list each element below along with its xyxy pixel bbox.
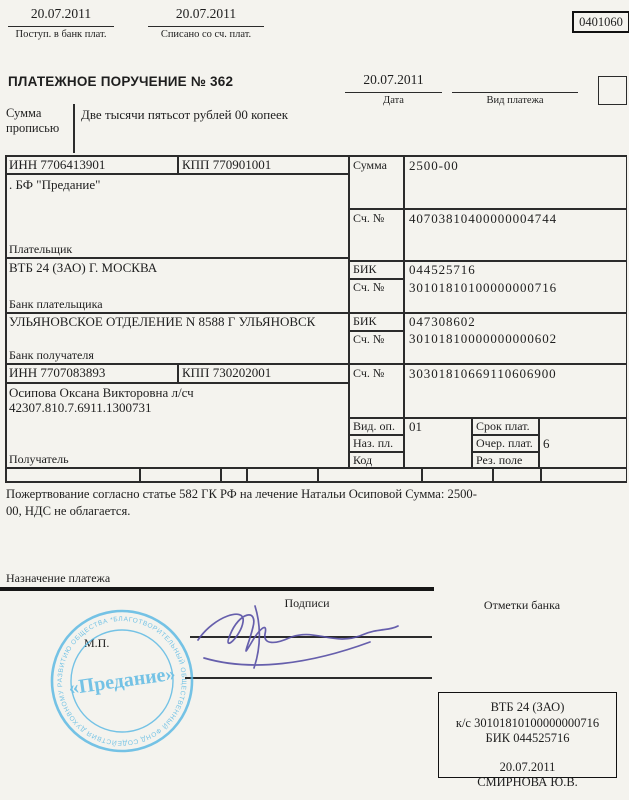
tax-field-divider	[246, 469, 248, 481]
seal-place-label: М.П.	[84, 636, 110, 650]
payer-bank-section-label: Банк плательщика	[9, 297, 103, 311]
payer-bank-account-label: Сч. №	[353, 280, 385, 294]
payment-purpose-code-label: Наз. пл.	[353, 436, 394, 450]
signatures-label: Подписи	[284, 596, 330, 610]
receiver-bank-account-label: Сч. №	[353, 332, 385, 346]
amount-value: 2500-00	[409, 158, 459, 173]
receiver-kpp: КПП 730202001	[182, 365, 272, 380]
payer-account-value: 40703810400000004744	[409, 211, 557, 226]
organization-stamp	[34, 607, 196, 755]
receiver-name-line1: Осипова Оксана Викторовна л/сч	[9, 385, 194, 400]
stamp-ring-text: БЛАГОТВОРИТЕЛЬНЫЙ ОБЩЕСТВЕННЫЙ ФОНД СОДЕЙСТВИЯ ДУХОВНОМУ РАЗВИТИЮ ОБЩЕСТВА * МОСКВА *	[34, 612, 187, 747]
operation-type-value: 01	[409, 419, 422, 434]
payer-bank-name: ВТБ 24 (ЗАО) Г. МОСКВА	[9, 260, 158, 275]
amount-in-words-label: Сумма прописью	[6, 106, 60, 135]
payer-kpp: КПП 770901001	[182, 157, 272, 172]
payment-type-field	[452, 72, 578, 106]
handwritten-signature	[192, 600, 402, 675]
purpose-rule	[0, 587, 434, 591]
status-box	[598, 76, 627, 105]
payment-purpose-text: Пожертвование согласно статье 582 ГК РФ на лечение Натальи Осиповой Сумма: 2500-00, НДС не облагается.	[6, 487, 477, 518]
signature-line-2	[185, 677, 432, 679]
payer-account-label: Сч. №	[353, 211, 385, 225]
payment-type-value	[452, 72, 578, 93]
tax-field-divider	[492, 469, 494, 481]
debited-label: Списано со сч. плат.	[160, 29, 252, 40]
payer-bank-bik: 044525716	[409, 262, 476, 277]
received-date: 20.07.2011	[8, 6, 114, 27]
document-date: 20.07.2011	[345, 72, 442, 93]
debited-field	[148, 6, 264, 40]
reserve-field-label: Рез. поле	[476, 453, 523, 467]
payer-bank-bik-label: БИК	[353, 262, 377, 276]
receiver-bank-bik-label: БИК	[353, 314, 377, 328]
bank-stamp-line: ВТБ 24 (ЗАО)	[490, 700, 565, 714]
priority-value: 6	[543, 436, 550, 451]
page-title: ПЛАТЕЖНОЕ ПОРУЧЕНИЕ № 362	[8, 74, 234, 89]
receiver-account-label: Сч. №	[353, 366, 385, 380]
payer-bank-account: 30101810100000000716	[409, 280, 557, 295]
receiver-bank-name: УЛЬЯНОВСКОЕ ОТДЕЛЕНИЕ N 8588 Г УЛЬЯНОВСК	[9, 314, 316, 329]
receiver-bank-section-label: Банк получателя	[9, 348, 94, 362]
amount-label: Сумма	[353, 158, 387, 172]
received-in-bank-field	[8, 6, 114, 40]
receiver-bank-bik: 047308602	[409, 314, 476, 329]
tax-field-divider	[220, 469, 222, 481]
bank-stamp-line: 20.07.2011	[499, 759, 556, 774]
payment-purpose-section-label: Назначение платежа	[6, 571, 111, 585]
tax-field-divider	[421, 469, 423, 481]
bank-stamp	[438, 692, 617, 789]
bank-stamp-line: к/с 30101810100000000716	[455, 715, 600, 730]
payer-name: . БФ "Предание"	[9, 177, 101, 192]
received-label: Поступ. в банк плат.	[15, 29, 107, 40]
receiver-section-label: Получатель	[9, 452, 69, 466]
payment-term-label: Срок плат.	[476, 419, 530, 433]
amount-in-words-value: Две тысячи пятьсот рублей 00 копеек	[81, 107, 289, 122]
tax-field-divider	[139, 469, 141, 481]
date-label: Дата	[383, 95, 404, 106]
payer-section-label: Плательщик	[9, 242, 73, 256]
form-code-box: 0401060	[572, 11, 629, 33]
bank-stamp-line: БИК 044525716	[485, 731, 570, 745]
receiver-name-line2: 42307.810.7.6911.1300731	[9, 400, 152, 415]
payment-type-label: Вид платежа	[486, 95, 544, 106]
receiver-account: 30301810669110606900	[409, 366, 557, 381]
receiver-bank-account: 30101810000000000602	[409, 331, 557, 346]
debited-date: 20.07.2011	[148, 6, 264, 27]
tax-field-divider	[317, 469, 319, 481]
receiver-inn: ИНН 7707083893	[9, 365, 106, 380]
code-label: Код	[353, 453, 373, 467]
operation-type-label: Вид. оп.	[353, 419, 395, 433]
bank-stamp-line: СМИРНОВА Ю.В.	[477, 775, 578, 789]
priority-label: Очер. плат.	[476, 436, 533, 450]
tax-row-bottom	[5, 481, 627, 483]
stamp-center-text: «Предание»	[67, 662, 177, 700]
bank-marks-label: Отметки банка	[483, 598, 561, 612]
payer-inn: ИНН 7706413901	[9, 157, 106, 172]
tax-field-divider	[540, 469, 542, 481]
date-field	[345, 72, 442, 106]
